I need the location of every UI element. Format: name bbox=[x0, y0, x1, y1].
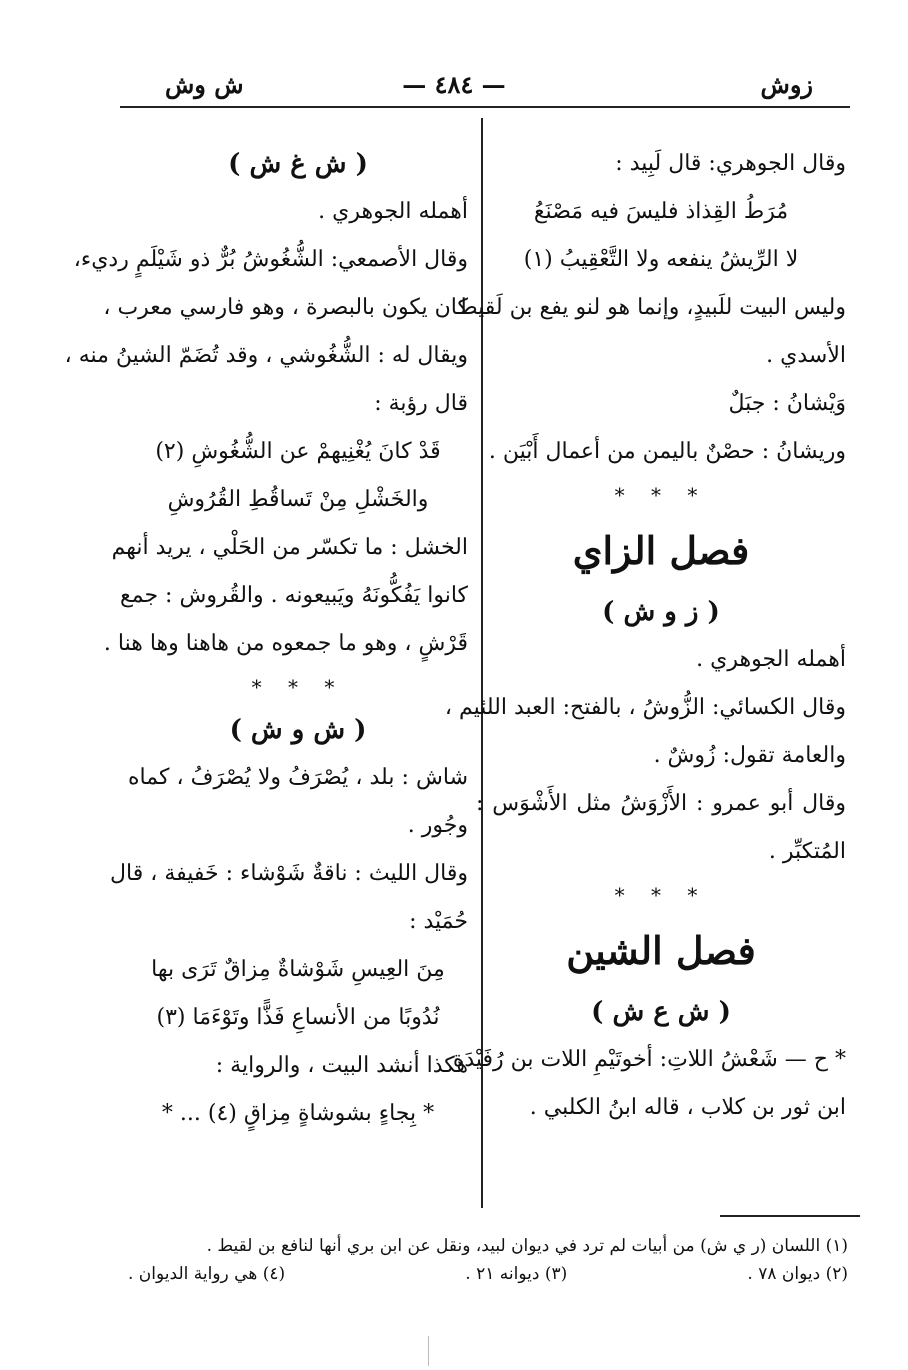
text-line: وقال أبو عمرو : الأَزْوَشُ مثل الأَشْوَس : bbox=[476, 791, 846, 816]
binding-mark bbox=[428, 1336, 430, 1366]
footnotes bbox=[128, 1232, 848, 1288]
text-line: ابن ثور بن كلاب ، قاله ابنُ الكلبي . bbox=[529, 1095, 846, 1120]
text-line: وقال الكسائي: الزُّوشُ ، بالفتح: العبد اللئيم ، bbox=[444, 695, 846, 720]
footnote-4: (٤) هي رواية الديوان . bbox=[128, 1264, 286, 1284]
text-line: كانوا يَفُكُّونَهُ ويَبيعونه . والقُروش : جمع bbox=[120, 583, 468, 608]
footnote-row bbox=[128, 1260, 848, 1288]
entry-heading: ( ش ع ش ) bbox=[591, 997, 731, 1027]
text-line: كان يكون بالبصرة ، وهو فارسي معرب ، bbox=[103, 295, 468, 320]
chapter-heading: فصل الشين bbox=[566, 928, 756, 973]
entry-heading: ( ز و ش ) bbox=[602, 597, 720, 627]
text-line: * ح — شَعْشُ اللاتِ: أخوتَيْمِ اللات بن رُفَيْدَة bbox=[452, 1047, 846, 1072]
verse-line: * بِجاءٍ بشوشاةٍ مِزاقٍ (٤) ... * bbox=[161, 1101, 435, 1126]
text-line: وليس البيت للَبيدٍ، وإنما هو لنو يفع بن لَقيط bbox=[457, 295, 846, 320]
verse-line: والخَشْلِ مِنْ تَساقُطِ القُرُوشِ bbox=[167, 487, 429, 512]
text-line: وقال الجوهري: قال لَبِيد : bbox=[615, 151, 846, 176]
section-separator: * * * bbox=[251, 675, 345, 699]
verse-line: قَدْ كانَ يُغْنِيهمْ عن الشُّغُوشِ (٢) bbox=[155, 439, 441, 464]
text-line: وَيْشانُ : جبَلٌ bbox=[728, 391, 846, 416]
section-separator: * * * bbox=[614, 483, 708, 507]
text-line: قَرْشٍ ، وهو ما جمعوه من هاهنا وها هنا . bbox=[103, 631, 468, 656]
verse-line: لا الرِّيشُ ينفعه ولا التَّعْقِيبُ (١) bbox=[523, 247, 799, 272]
footnote-1: (١) اللسان (ر ي ش) من أبيات لم ترد في ديوان لبيد، ونقل عن ابن بري أنها لنافع بن لقيط . bbox=[206, 1236, 848, 1256]
verse-line: مُرَطُ القِذاذ فليسَ فيه مَصْنَعُ bbox=[533, 199, 789, 224]
verse-line: نُدُوبًا من الأنساعِ فَذًّا وتَوْءَمَا (٣) bbox=[156, 1005, 440, 1030]
text-line: وقال الليث : ناقةٌ شَوْشاء : خَفيفة ، قال bbox=[110, 861, 468, 886]
entry-heading: ( ش و ش ) bbox=[229, 715, 367, 745]
page-number: — ٤٨٤ — bbox=[402, 70, 506, 99]
text-line: ويقال له : الشُّغُوشي ، وقد تُضَمّ الشينُ منه ، bbox=[64, 343, 468, 368]
right-column bbox=[444, 140, 846, 1132]
text-line: شاش : بلد ، يُصْرَفُ ولا يُصْرَفُ ، كماه bbox=[128, 765, 468, 790]
text-line: أهمله الجوهري . bbox=[696, 647, 846, 672]
text-line: والعامة تقول: زُوشٌ . bbox=[653, 743, 846, 768]
running-header-left: ش وش bbox=[165, 70, 244, 99]
running-header-right: زوش bbox=[760, 70, 813, 99]
entry-heading: ( ش غ ش ) bbox=[228, 149, 368, 179]
left-column bbox=[64, 140, 468, 1138]
chapter-heading: فصل الزاي bbox=[572, 528, 750, 573]
text-line: المُتكبِّر . bbox=[768, 839, 846, 864]
text-line: أهمله الجوهري . bbox=[318, 199, 468, 224]
text-line: الخشل : ما تكسّر من الحَلْي ، يريد أنهم bbox=[111, 535, 468, 560]
text-line: الأسدي . bbox=[766, 343, 846, 368]
text-line: هكذا أنشد البيت ، والرواية : bbox=[215, 1053, 468, 1078]
text-line: وقال الأصمعي: الشُّغُوشُ بُرٌّ ذو شَيْلَمٍ رديء، bbox=[73, 247, 468, 272]
section-separator: * * * bbox=[614, 883, 708, 907]
text-line: قال رؤبة : bbox=[374, 391, 468, 416]
footnote-rule bbox=[720, 1215, 860, 1217]
footnote-2: (٢) ديوان ٧٨ . bbox=[747, 1264, 848, 1284]
text-line: حُمَيْد : bbox=[409, 909, 468, 934]
verse-line: مِنَ العِيسِ شَوْشاةٌ مِزاقٌ تَرَى بها bbox=[151, 957, 445, 982]
header-rule bbox=[120, 106, 850, 108]
footnote-3: (٣) ديوانه ٢١ . bbox=[465, 1264, 568, 1284]
text-line: وجُور . bbox=[407, 813, 468, 838]
text-line: وريشانُ : حصْنٌ باليمن من أعمال أَبْيَن . bbox=[488, 439, 846, 464]
